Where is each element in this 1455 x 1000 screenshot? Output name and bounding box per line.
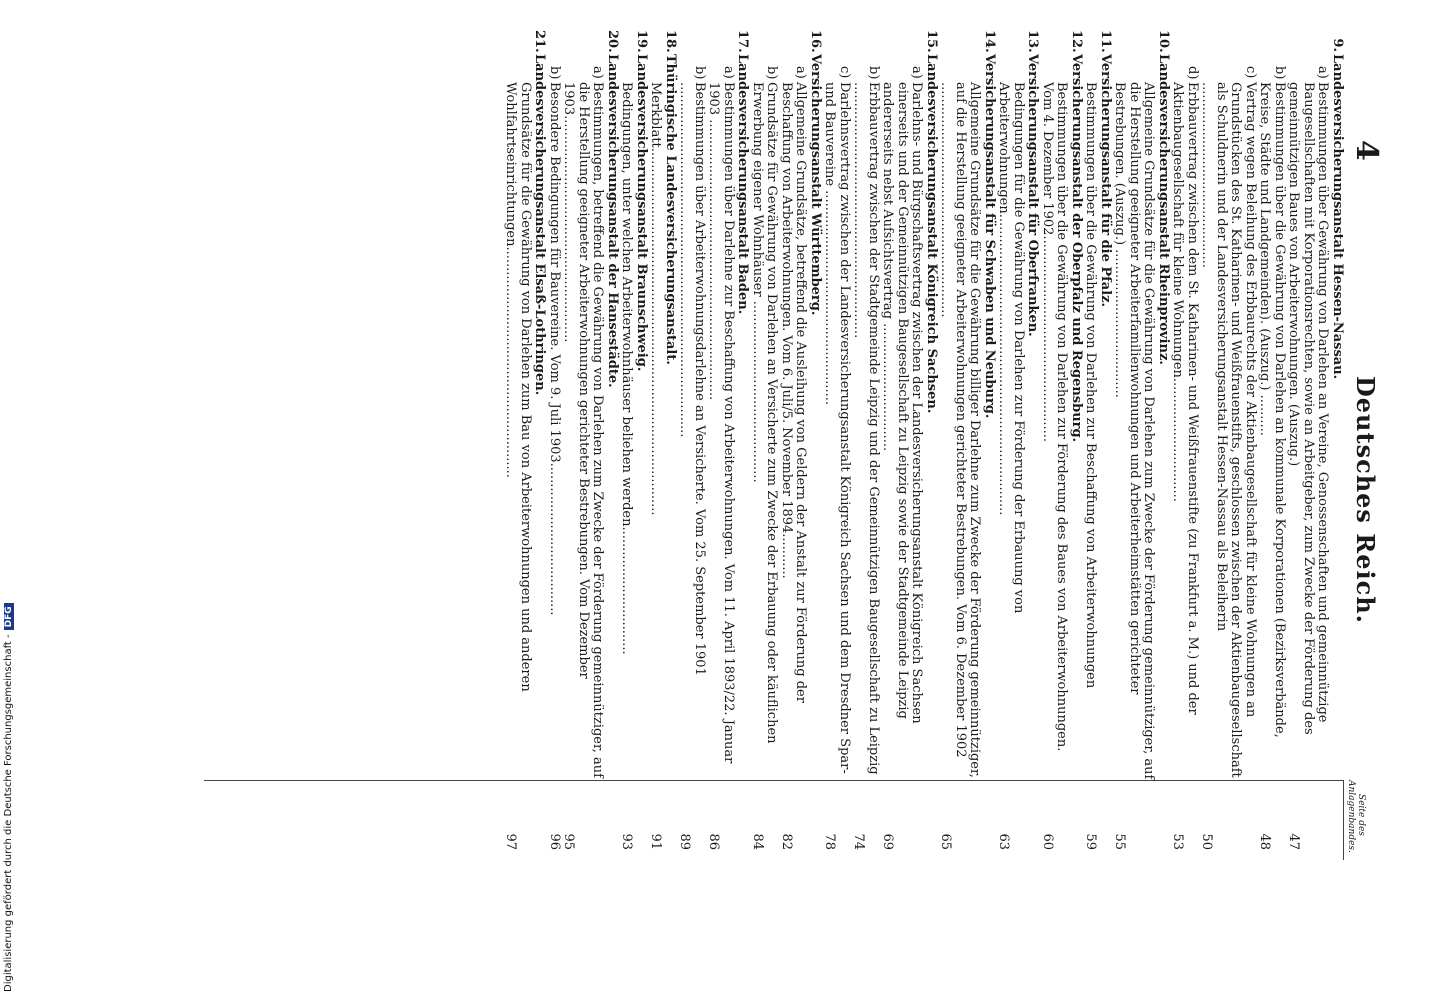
subentry-text: Allgemeine Grundsätze, betreffend die Ausleihung von Geldern der Anstalt zur Förderung der Beschaffung von Arbeiterwohnungen. Vom 6. Juli/5. November 1894........... [779,82,809,703]
subentry-text: Grundsätze für die Gewährung von Darlehen zum Bau von Arbeiterwohnungen und anderen Wohlfahrtseinrichtungen........................................................ [503,82,533,692]
toc-entry-heading [663,30,678,850]
toc-entry [503,30,547,850]
subentry-letter: a) [1315,66,1331,79]
subentry-text: Bestimmungen über die Gewährung von Darlehen zur Förderung des Baues von Arbeiterwohnungen. Vom 4. Dezember 1902.................................................. [1040,82,1070,752]
digitization-credit [3,603,14,992]
digitization-sidebar [0,0,20,1000]
subentry-text: Bestimmungen über die Gewährung von Darlehen an kommunale Korporationen (Bezirksverbände, Kreise, Städte und Landgemeinden). (Auszug.) .......... [1257,82,1287,738]
page-reference: 69 [880,833,896,850]
subentry-text: Erbbauvertrag zwischen der Stadtgemeinde Leipzig und der Gemeinnützigen Baugesellschaft zu Leipzig .............................................................. [851,82,881,775]
page-reference: 91 [648,833,664,850]
page-reference: 53 [1170,833,1186,850]
toc-subentry [851,30,880,850]
entry-title: Versicherungsanstalt für Schwaben und Neuburg. [982,54,997,419]
entry-title: Thüringische Landesversicherungsanstalt. [663,54,678,365]
toc-entry [648,30,677,850]
toc-entry-heading [735,30,750,850]
toc-subentry [880,30,924,850]
toc-subentry [1040,30,1069,850]
dfg-logo: DFG [4,603,14,630]
toc-entry-heading [808,30,823,850]
toc-entry [750,30,823,850]
toc-entry-heading [605,30,620,850]
page-header [1348,140,1384,860]
toc-subentry [938,30,982,850]
page-reference: 95 [561,833,577,850]
entry-number: 10. [1156,30,1171,53]
entry-title: Landesversicherungsanstalt Königreich Sachsen. [924,54,939,414]
toc-subentry [547,30,562,850]
entry-number: 17. [735,30,751,53]
entry-number: 14. [982,30,997,53]
toc-subentry [1170,30,1199,850]
subentry-text: Bedingungen, unter welchen Arbeiterwohnhäuser beliehen werden............................... [619,82,635,655]
subentry-letter: a) [793,66,809,79]
subentry-text: Merkblatt......................................................................................... [648,82,664,516]
entry-title: Versicherungsanstalt Württemberg. [808,54,823,316]
subentry-letter: c) [837,66,852,79]
toc-subentry [996,30,1025,850]
subentry-text: Allgemeine Grundsätze für die Gewährung von Darlehen zum Zwecke der Förderung gemeinnütziger, auf die Herstellung geeigneter Arbeiterfamilienwohnungen und Arbeiterheimstätten gerichteter Bestrebungen. (Auszug.) .................................... [1112,82,1157,780]
page-number: 4 [1349,140,1384,161]
toc-entry [1083,30,1112,850]
page-reference: 47 [1286,833,1302,850]
toc-entry-heading [1330,30,1345,850]
toc-entry-heading [1069,30,1084,850]
page-reference: 97 [503,833,519,850]
entry-number: 19. [634,30,649,53]
toc-subentry [648,30,663,850]
subentry-text: Bestimmungen über Gewährung von Darlehen an Vereine, Genossenschaften und gemeinnützige Baugesellschaften mit Korporationsrechten, sowie an Arbeitgeber, zum Zwecke der Förderung des gemeinnützigen Baues von Arbeiterwohnungen. (Auszug.) [1286,82,1331,735]
entry-number: 20. [605,30,620,53]
entry-number: 15. [924,30,939,53]
page-reference: 50 [1199,833,1215,850]
entry-title: Landesversicherungsanstalt Rheinprovinz. [1156,54,1171,365]
toc-subentry [1257,30,1286,850]
page-reference: 84 [750,833,765,850]
page-reference: 89 [677,833,693,850]
page-reference: 60 [1040,833,1055,850]
toc-entry-heading [1156,30,1171,850]
toc-subentry [822,30,851,850]
entry-title: Versicherungsanstalt für Oberfranken. [1025,54,1041,337]
toc-entry-heading [1098,30,1113,850]
toc-subentry [561,30,605,850]
entry-title: Landesversicherungsanstalt Braunschweig. [634,54,649,372]
entry-title: Versicherungsanstalt der Oberpfalz und Regensburg. [1069,54,1084,443]
entry-number: 9. [1330,38,1345,52]
toc-subentry [750,30,779,850]
subentry-text: Vertrag wegen Beleihung des Erbbaurechts der Aktienbaugesellschaft für kleine Wohnungen an Grundstücken des St. Katharinen- und Weißfrauenstifts, geschlossen zwischen der Aktienbaugesellschaft als Schuldnerin und der Landesversicherungsanstalt Hessen-Nassau als Beleiherin ............................................. [1199,82,1258,778]
subentry-text: Grundsätze für Gewährung von Darlehen an Versicherte zum Zwecke der Erbauung oder käuflichen Erwerbung eigener Wohnhäuser ............................................ [750,82,780,744]
toc-entry [619,30,648,850]
page-reference: 78 [822,833,838,850]
toc-entry [677,30,750,850]
document-page [164,0,1404,1000]
subentry-letter: c) [1243,66,1258,79]
toc-subentry [779,30,808,850]
entry-title: Landesversicherungsanstalt Elsaß-Lothringen. [532,54,548,396]
subentry-letter: d) [1185,66,1200,80]
toc-subentry [1199,30,1257,850]
page-title: Deutsches Reich. [1351,375,1380,625]
page-reference: 74 [851,833,867,850]
toc-entry [822,30,938,850]
page-reference: 93 [619,833,635,850]
toc-subentry [1286,30,1330,850]
entry-title: Landesversicherungsanstalt der Hansestädte. [605,54,620,388]
page-reference: 48 [1257,833,1273,850]
subentry-letter: a) [909,66,925,79]
subentry-text: Bestimmungen über Arbeiterwohnungsdarlehne an Versicherte. Vom 25. September 1901 ...................................................................................... [677,82,707,676]
toc-entry-heading [634,30,649,850]
toc-entry-heading [924,30,939,850]
toc-entry [547,30,620,850]
subentry-text: Allgemeine Grundsätze für die Gewährung billiger Darlehne zum Zwecke der Förderung gemeinnütziger, auf die Herstellung geeigneter Arbeiterwohnungen gerichteter Bestrebungen. Vom 6. Dezember 1902 ......................................................... [938,82,983,778]
subentry-letter: b) [866,66,881,80]
toc-entry [996,30,1040,850]
table-of-contents [503,30,1344,850]
entry-number: 16. [808,30,823,53]
entry-title: Landesversicherungsanstalt Hessen-Nassau. [1330,54,1345,380]
toc-entry [1040,30,1084,850]
subentry-text: Erbbauvertrag zwischen dem St. Katharinen- und Weißfrauenstifte (zu Frankfurt a. M.) und der Aktienbaugesellschaft für kleine Wohnungen.............................. [1170,82,1200,715]
subentry-text: Darlehnsvertrag zwischen der Landesversicherungsanstalt Königreich Sachsen und dem Dresdner Spar- und Bauvereine .................................................... [822,82,852,774]
page-column-header: Seite des Anlagenbandes. [1346,780,1366,853]
toc-subentry [1112,30,1156,850]
toc-entry [1112,30,1170,850]
subentry-letter: b) [764,66,780,80]
toc-entry [938,30,996,850]
entry-number: 13. [1025,30,1041,53]
entry-number: 21. [532,30,548,53]
page-reference: 86 [706,833,722,850]
entry-title: Landesversicherungsanstalt Baden. [735,54,751,315]
subentry-letter: a) [590,66,606,79]
entry-number: 18. [663,30,678,53]
entry-number: 12. [1069,30,1084,53]
toc-entry-heading [982,30,997,850]
digitization-credit-text: Digitalisierung gefördert durch die Deutsche Forschungsgemeinschaft - [3,634,14,992]
subentry-letter: b) [547,66,562,80]
toc-entry-heading [1025,30,1040,850]
toc-subentry [706,30,735,850]
subentry-letter: a) [721,66,736,79]
subentry-text: Bedingungen für die Gewährung von Darlehen zur Förderung der Erbauung von Arbeiterwohnungen......................................................................... [996,82,1026,614]
subentry-text: Besondere Bedingungen für Bauvereine. Vom 9. Juli 1903..................................... [547,82,562,616]
page-reference: 65 [938,833,954,850]
toc-entry-heading [532,30,547,850]
toc-subentry [1083,30,1098,850]
toc-subentry [677,30,706,850]
toc-entry [1170,30,1344,850]
subentry-text: Bestimmungen über die Gewährung von Darlehen zur Beschaffung von Arbeiterwohnungen [1083,82,1099,689]
entry-number: 11. [1098,30,1113,53]
subentry-text: Darlehns- und Bürgschaftsvertrag zwischen der Landesversicherungsanstalt Königreich Sachsen einerseits und der Gemeinnützigen Baugesellschaft zu Leipzig sowie der Stadtgemeinde Leipzig andererseits nebst Aufsichtsvertrag ............................... [880,82,925,724]
subentry-text: Bestimmungen, betreffend die Gewährung von Darlehen zum Zwecke der Förderung gemeinnütziger, auf die Herstellung geeigneter Arbeiterwohnungen gerichteter Bestrebungen. Vom Dezember 1903....................................................... [561,82,606,778]
toc-subentry [619,30,634,850]
subentry-text: Bestimmungen über Darlehne zur Beschaffung von Arbeiterwohnungen. Vom 11. April 1893/22. Januar 1903 .................................................................... [706,82,736,764]
page-reference: 55 [1112,833,1128,850]
entry-title: Versicherungsanstalt für die Pfalz. [1098,54,1113,308]
page-reference: 96 [547,833,562,850]
page-reference: 59 [1083,833,1099,850]
page-reference: 63 [996,833,1012,850]
page-reference: 82 [779,833,794,850]
toc-subentry [503,30,532,850]
subentry-letter: b) [1272,66,1287,80]
subentry-letter: b) [692,66,707,80]
